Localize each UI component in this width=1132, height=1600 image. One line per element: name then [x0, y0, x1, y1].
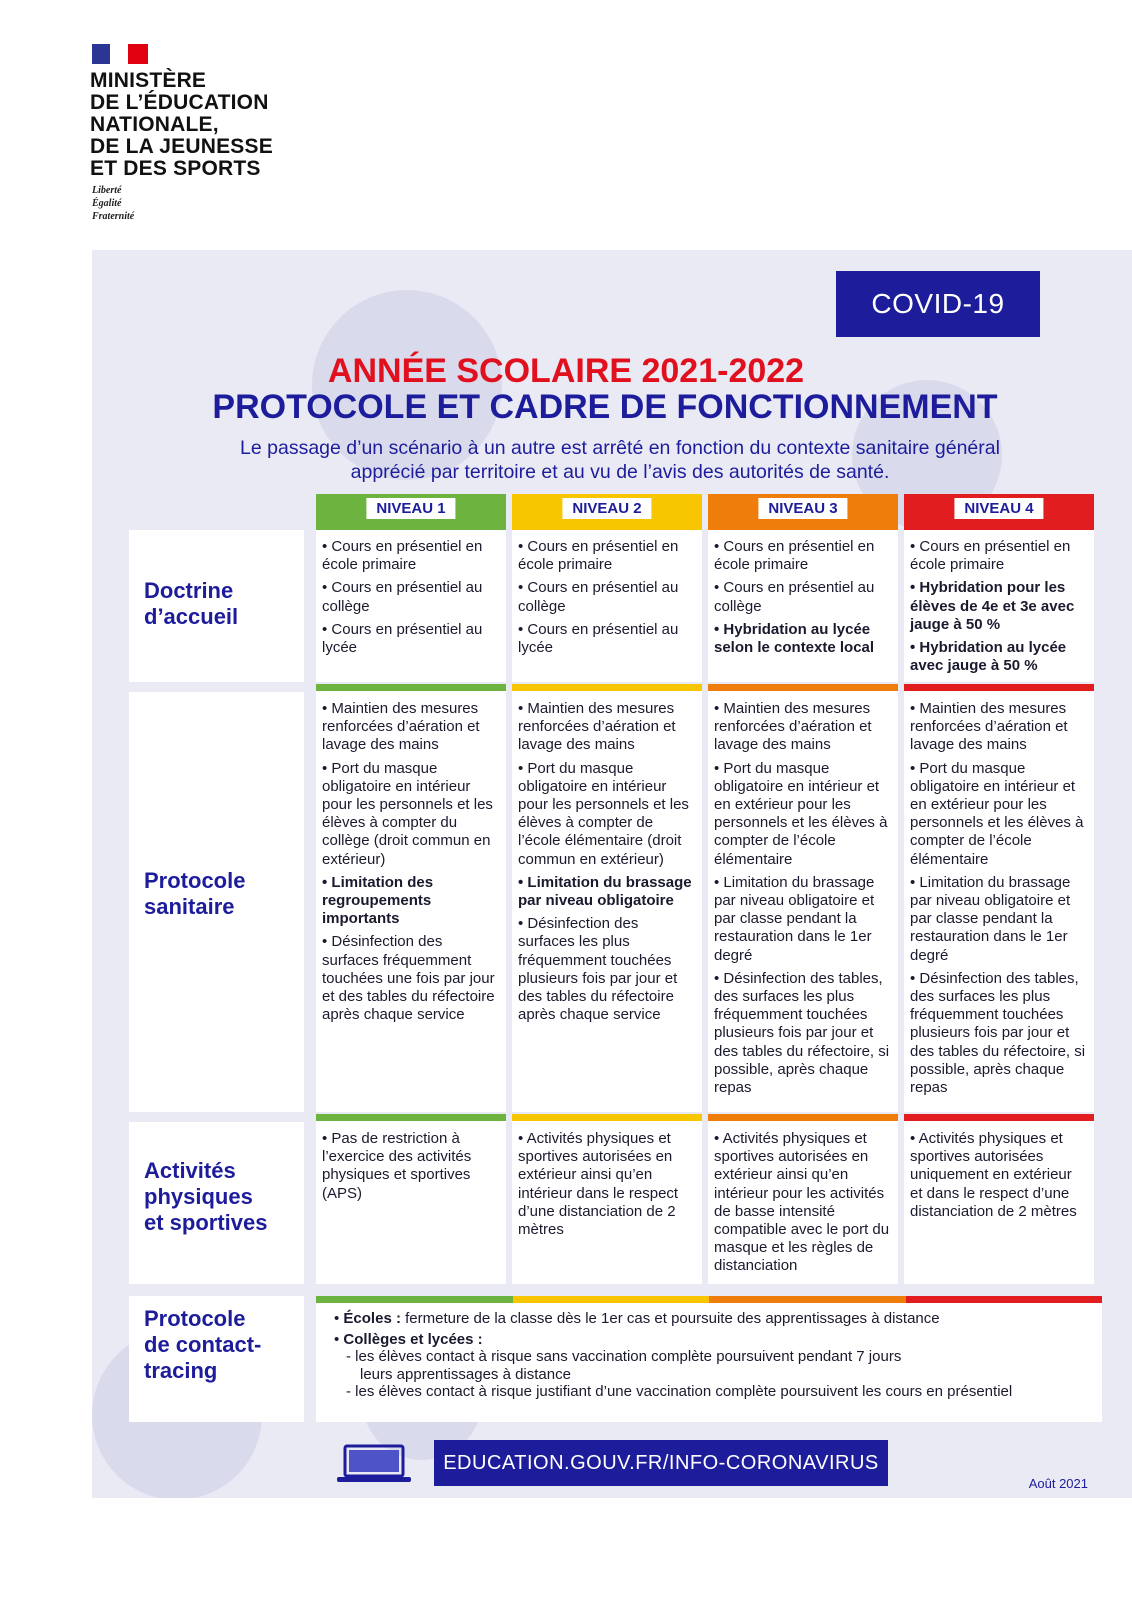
- level-2-header: NIVEAU 2: [512, 494, 702, 530]
- sanitaire-level-1: • Maintien des mesures renforcées d’aération et lavage des mains • Port du masque obligatoire en intérieur pour les personnels et les élèves à compter du collège (droit commun en extérieur) • Limitation des regroupements importants • Désinfection des surfaces fréquemment touchées une fois par jour et des tables du réfectoire après chaque service: [316, 684, 506, 1112]
- ministry-line: DE L’ÉDUCATION: [90, 91, 269, 114]
- subtitle: Le passage d’un scénario à un autre est arrêté en fonction du contexte sanitaire général apprécié par territoire et au vu de l’avis des autorités de santé.: [240, 437, 1000, 483]
- aps-level-2: • Activités physiques et sportives autorisées en extérieur ainsi qu’en intérieur dans le respect d’une distanciation de 2 mètres: [512, 1114, 702, 1284]
- doctrine-level-3: • Cours en présentiel en école primaire • Cours en présentiel au collège • Hybridation au lycée selon le contexte local: [708, 530, 898, 682]
- ministry-line: ET DES SPORTS: [90, 157, 261, 180]
- ministry-line: NATIONALE,: [90, 113, 219, 136]
- doctrine-level-4: • Cours en présentiel en école primaire • Hybridation pour les élèves de 4e et 3e avec jauge à 50 % • Hybridation au lycée avec jauge à 50 %: [904, 530, 1094, 682]
- sanitaire-level-3: • Maintien des mesures renforcées d’aération et lavage des mains • Port du masque obligatoire en intérieur et en extérieur pour les personnels et les élèves à compter de l’école élémentaire • Limitation du brassage par niveau obligatoire et par classe pendant la restauration dans le 1er degré • Désinfection des tables, des surfaces les plus fréquemment touchées plusieurs fois par jour et des tables du réfectoire, si possible, après chaque repas: [708, 684, 898, 1112]
- ministry-line: DE LA JEUNESSE: [90, 135, 273, 158]
- protocol-title: PROTOCOLE ET CADRE DE FONCTIONNEMENT: [212, 388, 998, 426]
- republic-motto: Liberté Égalité Fraternité: [92, 185, 135, 222]
- doctrine-level-2: • Cours en présentiel en école primaire • Cours en présentiel au collège • Cours en présentiel au lycée: [512, 530, 702, 682]
- row-header-aps: Activités physiques et sportives: [129, 1122, 304, 1284]
- school-year-title: ANNÉE SCOLAIRE 2021-2022: [327, 352, 805, 390]
- aps-level-4: • Activités physiques et sportives autorisées uniquement en extérieur et dans le respect d’une distanciation de 2 mètres: [904, 1114, 1094, 1284]
- laptop-icon: [337, 1444, 411, 1484]
- contact-tracing-cell: • Écoles : fermeture de la classe dès le 1er cas et poursuite des apprentissages à distance • Collèges et lycées : - les élèves contact à risque sans vaccination complète poursuivent pendant 7 jours leurs apprentissages à distance - les élèves contact à risque justifiant d’une vaccination complète poursuivent les cours en présentiel: [316, 1296, 1102, 1422]
- info-coronavirus-link[interactable]: EDUCATION.GOUV.FR/INFO-CORONAVIRUS: [434, 1440, 888, 1486]
- covid-badge: COVID-19: [836, 271, 1040, 337]
- ministry-line: MINISTÈRE: [90, 69, 207, 92]
- doctrine-level-1: • Cours en présentiel en école primaire • Cours en présentiel au collège • Cours en présentiel au lycée: [316, 530, 506, 682]
- level-4-header: NIVEAU 4: [904, 494, 1094, 530]
- level-1-header: NIVEAU 1: [316, 494, 506, 530]
- row-header-contact-tracing: Protocole de contact- tracing: [129, 1296, 304, 1422]
- level-3-header: NIVEAU 3: [708, 494, 898, 530]
- aps-level-1: • Pas de restriction à l’exercice des activités physiques et sportives (APS): [316, 1114, 506, 1284]
- row-header-sanitaire: Protocole sanitaire: [129, 692, 304, 1112]
- republic-flag-logo: [92, 44, 148, 64]
- aps-level-3: • Activités physiques et sportives autorisées en extérieur ainsi qu’en intérieur pour les activités de basse intensité compatible avec le port du masque et les règles de distanciation: [708, 1114, 898, 1284]
- sanitaire-level-4: • Maintien des mesures renforcées d’aération et lavage des mains • Port du masque obligatoire en intérieur et en extérieur pour les personnels et les élèves à compter de l’école élémentaire • Limitation du brassage par niveau obligatoire et par classe pendant la restauration dans le 1er degré • Désinfection des tables, des surfaces les plus fréquemment touchées plusieurs fois par jour et des tables du réfectoire, si possible, après chaque repas: [904, 684, 1094, 1112]
- ministry-name: [90, 70, 273, 180]
- sanitaire-level-2: • Maintien des mesures renforcées d’aération et lavage des mains • Port du masque obligatoire en intérieur pour les personnels et les élèves à compter de l’école élémentaire (droit commun en extérieur) • Limitation du brassage par niveau obligatoire • Désinfection des surfaces les plus fréquemment touchées plusieurs fois par jour et des tables du réfectoire après chaque service: [512, 684, 702, 1112]
- row-header-doctrine: Doctrine d’accueil: [129, 530, 304, 682]
- publication-date: Août 2021: [1028, 1476, 1088, 1491]
